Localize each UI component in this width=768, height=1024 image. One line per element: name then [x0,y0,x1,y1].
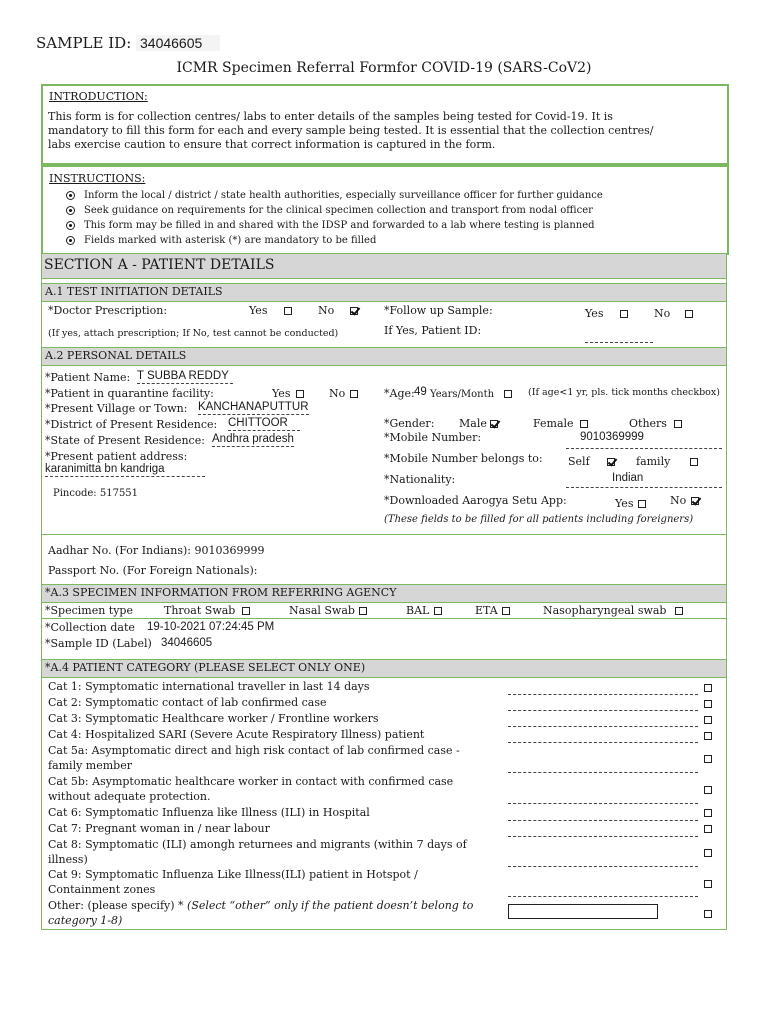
nationality-value[interactable]: Indian [612,472,644,484]
introduction-heading: INTRODUCTION: [49,90,148,103]
quarantine-no-checkbox[interactable] [350,390,358,398]
age-value[interactable]: 49 [414,386,427,398]
category-checkbox[interactable] [704,809,712,817]
other-category-checkbox[interactable] [704,910,712,918]
category-checkbox[interactable] [704,825,712,833]
eta-label: ETA [475,604,498,617]
introduction-line-2: mandatory to fill this form for each and every sample being tested. It is essential that the collection centres/ [48,124,654,137]
specimen-divider [42,618,726,619]
follow-up-yes-label: Yes [585,307,604,320]
category-item: Cat 2: Symptomatic contact of lab confirmed case [48,696,327,709]
category-item: Cat 1: Symptomatic international traveller in last 14 days [48,680,370,693]
mobile-value[interactable]: 9010369999 [580,431,644,443]
follow-up-patient-id-field[interactable] [585,342,653,343]
category-underline [508,820,698,821]
instruction-item: This form may be filled in and shared with the IDSP and forwarded to a lab where testing is planned [84,220,595,231]
category-item: Cat 5a: Asymptomatic direct and high risk contact of lab confirmed case - [48,744,460,757]
a3-title: *A.3 SPECIMEN INFORMATION FROM REFERRING AGENCY [45,586,397,599]
age-note: (If age<1 yr, pls. tick months checkbox) [528,387,720,398]
throat-swab-label: Throat Swab [164,604,236,617]
district-label: *District of Present Residence: [45,418,218,431]
bullet-icon [66,206,75,215]
district-value[interactable]: CHITTOOR [228,416,300,431]
state-label: *State of Present Residence: [45,434,205,447]
category-checkbox[interactable] [704,786,712,794]
nationality-underline [566,487,722,488]
gender-female-label: Female [533,417,574,430]
collection-date-value[interactable]: 19-10-2021 07:24:45 PM [147,621,275,633]
category-item-continued: without adequate protection. [48,790,211,803]
mobile-underline [566,448,722,449]
a4-title: *A.4 PATIENT CATEGORY (PLEASE SELECT ONLY ONE) [45,661,366,674]
instruction-item: Inform the local / district / state health authorities, especially surveillance officer for further guidance [84,190,603,201]
bal-label: BAL [406,604,430,617]
category-underline [508,742,698,743]
mobile-self-checkbox[interactable] [607,458,615,466]
category-item-continued: family member [48,759,132,772]
village-value[interactable]: KANCHANAPUTTUR [198,401,309,413]
gender-male-checkbox[interactable] [490,420,498,428]
category-item-continued: Containment zones [48,883,156,896]
village-label: *Present Village or Town: [45,402,188,415]
category-underline [508,866,698,867]
section-a-title: SECTION A - PATIENT DETAILS [44,257,275,273]
doctor-no-label: No [318,304,335,317]
other-category-label [48,899,473,913]
sample-id-label-field: *Sample ID (Label) [45,637,152,650]
quarantine-yes-checkbox[interactable] [296,390,304,398]
gender-others-checkbox[interactable] [674,420,682,428]
gender-male-label: Male [459,417,487,430]
mobile-label: *Mobile Number: [384,431,482,444]
category-item: Cat 7: Pregnant woman in / near labour [48,822,270,835]
doctor-yes-checkbox[interactable] [284,307,292,315]
introduction-line-3: labs exercise caution to ensure that correct information is captured in the form. [48,138,496,151]
form-title: ICMR Specimen Referral Formfor COVID-19 (SARS-CoV2) [176,60,592,76]
category-checkbox[interactable] [704,700,712,708]
other-category-note-continued: category 1-8) [48,914,123,927]
category-underline [508,803,698,804]
gender-label: *Gender: [384,417,435,430]
a2-title: A.2 PERSONAL DETAILS [45,349,187,362]
eta-checkbox[interactable] [502,607,510,615]
category-checkbox[interactable] [704,880,712,888]
mobile-family-label: family [636,455,671,468]
age-month-checkbox[interactable] [504,390,512,398]
aarogya-yes-label: Yes [615,497,634,510]
bal-checkbox[interactable] [434,607,442,615]
bullet-icon [66,221,75,230]
other-specify-input[interactable] [508,904,658,919]
gender-others-label: Others [629,417,667,430]
nasopharyngeal-label: Nasopharyngeal swab [543,604,667,617]
passport-number: Passport No. (For Foreign Nationals): [48,564,258,577]
instruction-item: Fields marked with asterisk (*) are mandatory to be filled [84,235,377,246]
mobile-belongs-label: *Mobile Number belongs to: [384,452,543,465]
category-item: Cat 9: Symptomatic Influenza Like Illness(ILI) patient in Hotspot / [48,868,418,881]
specimen-type-label: *Specimen type [45,604,133,617]
quarantine-label: *Patient in quarantine facility: [45,387,214,400]
bullet-icon [66,236,75,245]
follow-up-no-label: No [654,307,671,320]
category-checkbox[interactable] [704,755,712,763]
other-category-note: * (Select “other” only if the patient doesn’t belong to [178,899,474,912]
doctor-no-checkbox[interactable] [350,307,358,315]
follow-up-patient-id-label: If Yes, Patient ID: [384,324,482,337]
category-checkbox[interactable] [704,732,712,740]
sample-id-label-value[interactable]: 34046605 [161,637,213,649]
age-label: *Age: [384,387,415,400]
nasopharyngeal-checkbox[interactable] [675,607,683,615]
gender-female-checkbox[interactable] [580,420,588,428]
follow-up-no-checkbox[interactable] [685,310,693,318]
category-underline [508,710,698,711]
category-item: Cat 3: Symptomatic Healthcare worker / Frontline workers [48,712,379,725]
category-item: Cat 4: Hospitalized SARI (Severe Acute Respiratory Illness) patient [48,728,425,741]
bullet-icon [66,191,75,200]
category-checkbox[interactable] [704,684,712,692]
patient-name-label: *Patient Name: [45,371,131,384]
doctor-prescription-label: *Doctor Prescription: [48,304,168,317]
category-item: Cat 5b: Asymptomatic healthcare worker in contact with confirmed case [48,775,454,788]
address-value[interactable]: karanimitta bn kandriga [45,462,205,477]
instructions-heading: INSTRUCTIONS: [49,172,146,185]
aadhar-divider [42,534,726,535]
a1-title: A.1 TEST INITIATION DETAILS [45,285,223,298]
state-value[interactable]: Andhra pradesh [212,433,294,445]
category-underline [508,896,698,897]
sample-id-value: 34046605 [136,35,220,51]
category-underline [508,836,698,837]
foreigners-note: (These fields to be filled for all patients including foreigners) [384,514,694,525]
follow-up-label: *Follow up Sample: [384,304,493,317]
sample-id-label: SAMPLE ID: [36,34,132,52]
category-underline [508,726,698,727]
collection-date-label: *Collection date [45,621,135,634]
doctor-yes-label: Yes [249,304,268,317]
doctor-note: (If yes, attach prescription; If No, test cannot be conducted) [48,328,339,339]
quarantine-no-label: No [329,387,346,400]
mobile-self-label: Self [568,455,590,468]
other-category-text: Other: (please specify) [48,899,175,912]
aarogya-label: *Downloaded Aarogya Setu App: [384,494,567,507]
aarogya-no-checkbox[interactable] [691,497,699,505]
quarantine-yes-label: Yes [272,387,291,400]
pincode: Pincode: 517551 [53,488,139,499]
nasal-swab-label: Nasal Swab [289,604,355,617]
introduction-line-1: This form is for collection centres/ labs to enter details of the samples being tested for Covid-19. It is [48,110,613,123]
instruction-item: Seek guidance on requirements for the clinical specimen collection and transport from nodal officer [84,205,593,216]
category-checkbox[interactable] [704,849,712,857]
address-label: *Present patient address: [45,450,188,463]
category-item: Cat 6: Symptomatic Influenza like Illness (ILI) in Hospital [48,806,370,819]
age-unit: Years/Month [430,389,495,400]
throat-swab-checkbox[interactable] [242,607,250,615]
aadhar-number: Aadhar No. (For Indians): 9010369999 [48,544,265,557]
nasal-swab-checkbox[interactable] [359,607,367,615]
category-underline [508,772,698,773]
mobile-family-checkbox[interactable] [690,458,698,466]
category-underline [508,694,698,695]
category-item-continued: illness) [48,853,88,866]
nationality-label: *Nationality: [384,473,456,486]
category-item: Cat 8: Symptomatic (ILI) amongh returnees and migrants (within 7 days of [48,838,467,851]
follow-up-yes-checkbox[interactable] [620,310,628,318]
aarogya-no-label: No [670,494,687,507]
aarogya-yes-checkbox[interactable] [638,500,646,508]
category-checkbox[interactable] [704,716,712,724]
patient-name-value[interactable]: T SUBBA REDDY [137,369,233,384]
